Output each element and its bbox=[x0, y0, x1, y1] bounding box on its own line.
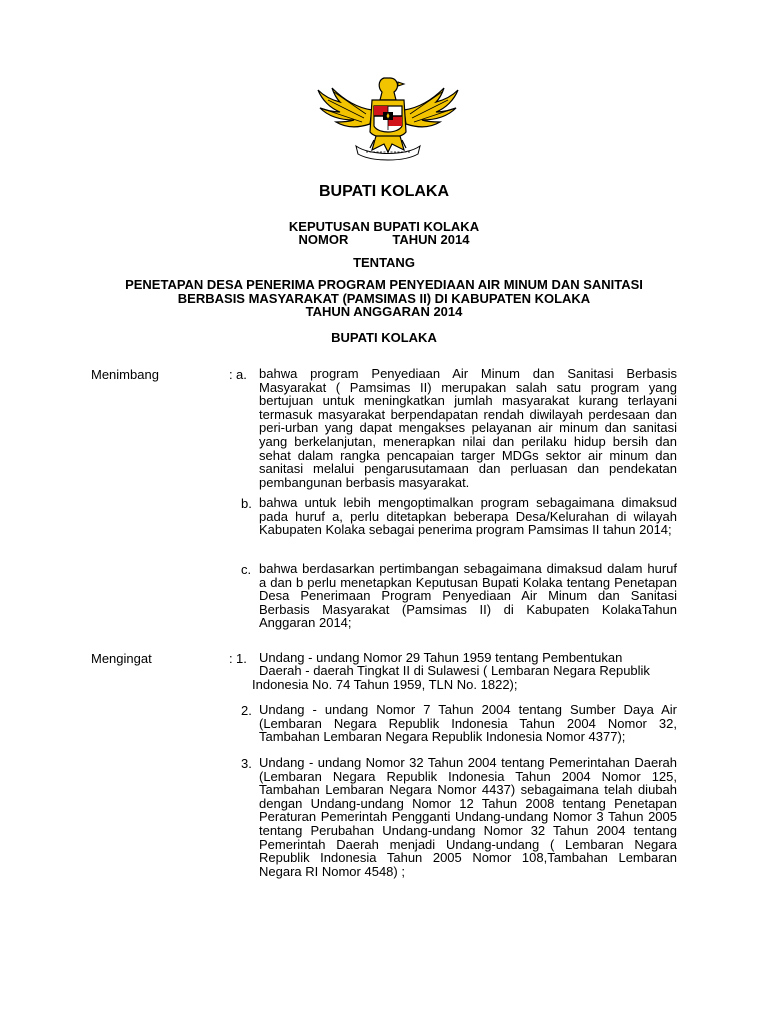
menimbang-mark-b: b. bbox=[241, 496, 252, 511]
garuda-emblem-icon bbox=[314, 70, 462, 162]
mengingat-item-1-line-1: Undang - undang Nomor 29 Tahun 1959 tentang Pembentukan bbox=[259, 650, 623, 665]
decree-number-line bbox=[0, 233, 768, 247]
mengingat-colon: : bbox=[229, 651, 233, 666]
menimbang-item-b: bahwa untuk lebih mengoptimalkan program sebagaimana dimaksud pada huruf a, perlu ditetapkan beberapa Desa/Kelurahan di wilayah Kabupaten Kolaka sebagai penerima program Pamsimas II tahun 2014; bbox=[259, 495, 677, 538]
menimbang-colon: : bbox=[229, 367, 233, 382]
menimbang-item-c: bahwa berdasarkan pertimbangan sebagaimana dimaksud dalam huruf a dan b perlu menetapkan Keputusan Bupati Kolaka tentang Penetapan Desa Penerimaan Program Penyediaan Air Minum dan Sanitasi Berbasis Masyarakat (Pamsimas II) di Kabupaten KolakaTahun Anggaran 2014; bbox=[259, 561, 677, 631]
menimbang-mark-a: a. bbox=[236, 367, 247, 382]
mengingat-mark-1: 1. bbox=[236, 651, 247, 666]
document-title: BUPATI KOLAKA bbox=[318, 183, 450, 200]
decree-title: KEPUTUSAN BUPATI KOLAKA bbox=[288, 219, 480, 234]
mengingat-item-1-line-3: Indonesia No. 74 Tahun 1959, TLN No. 1822); bbox=[252, 677, 518, 692]
subject-line-2: BERBASIS MASYARAKAT (PAMSIMAS II) DI KABUPATEN KOLAKA bbox=[177, 290, 591, 306]
tentang-heading: TENTANG bbox=[353, 255, 415, 270]
mengingat-mark-3: 3. bbox=[241, 756, 252, 771]
mengingat-item-3: Undang - undang Nomor 32 Tahun 2004 tentang Pemerintahan Daerah (Lembaran Negara Republik Indonesia Tahun 2004 Nomor 125, Tambahan Lembaran Negara Nomor 4437) sebagaimana telah diubah dengan Undang-undang Nomor 12 Tahun 2008 tentang Penetapan Peraturan Pemerintah Pengganti Undang-undang Nomor 3 Tahun 2005 tentang Perubahan Undang-undang Nomor 32 Tahun 2004 tentang Pemerintah Daerah menjadi Undang-undang ( Lembaran Negara Republik Indonesia Tahun 2005 Nomor 108,Tambahan Lembaran Negara RI Nomor 4548) ; bbox=[259, 755, 677, 879]
mengingat-label: Mengingat bbox=[91, 651, 152, 666]
nomor-label: NOMOR bbox=[298, 232, 349, 247]
mengingat-item-2: Undang - undang Nomor 7 Tahun 2004 tentang Sumber Daya Air (Lembaran Negara Republik Indonesia Tahun 2004 Nomor 32, Tambahan Lembaran Negara Republik Indonesia Nomor 4377); bbox=[259, 702, 677, 745]
menimbang-item-a: bahwa program Penyediaan Air Minum dan Sanitasi Berbasis Masyarakat ( Pamsimas II) merupakan salah satu program yang bertujuan untuk meningkatkan jumlah masyarakat kurang terlayani termasuk masyarakat berpendapatan rendah diwilayah perdesaan dan peri-urban yang dapat mengakses pelayanan air minum dan sanitasi yang berkelanjutan, menerapkan nilai dan perilaku hidup bersih dan sehat dalam rangka pencapaian targer MDGs sektor air minum dan sanitasi melalui pengarusutamaan dan perluasan dan pendekatan pembangunan berbasis masyarakat. bbox=[259, 366, 677, 490]
mengingat-mark-2: 2. bbox=[241, 703, 252, 718]
menimbang-label: Menimbang bbox=[91, 367, 159, 382]
subject-line-1: PENETAPAN DESA PENERIMA PROGRAM PENYEDIAAN AIR MINUM DAN SANITASI bbox=[125, 277, 643, 292]
official-heading: BUPATI KOLAKA bbox=[331, 330, 437, 345]
decree-subject bbox=[0, 278, 768, 319]
subject-line-3: TAHUN ANGGARAN 2014 bbox=[305, 304, 463, 319]
mengingat-item-1-line-2: Daerah - daerah Tingkat II di Sulawesi ( Lembaran Negara Republik bbox=[259, 663, 650, 678]
tahun-label: TAHUN 2014 bbox=[392, 232, 470, 247]
menimbang-mark-c: c. bbox=[241, 562, 252, 577]
